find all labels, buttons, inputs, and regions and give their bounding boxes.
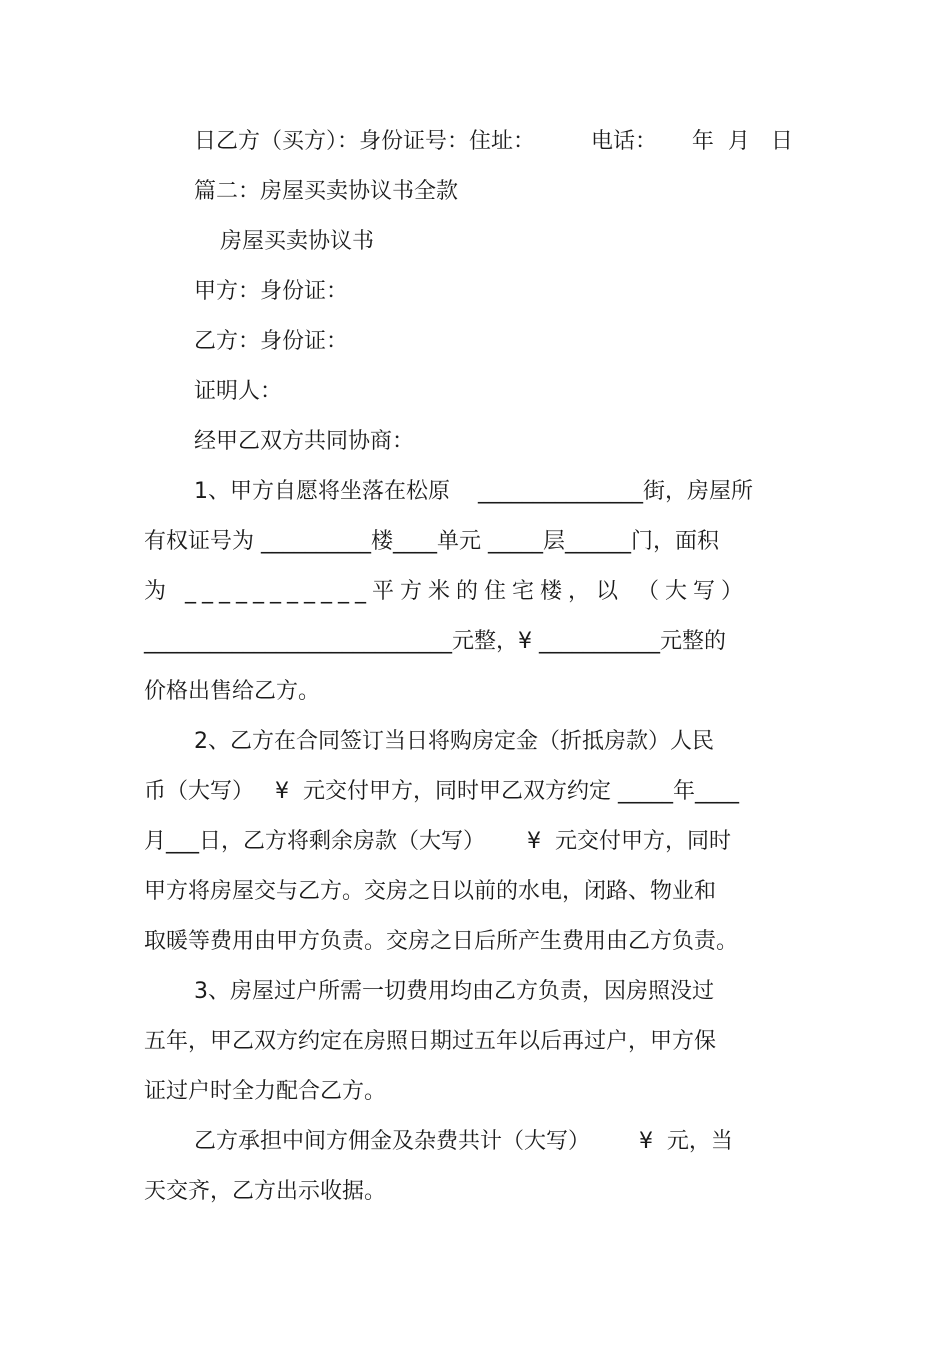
clause-1-line-2: 有权证号为 __________楼____单元 _____层______门，面积 <box>144 529 719 554</box>
clause-1-line-4: ____________________________元整，¥ ___________元整的 <box>144 629 726 654</box>
commission-line-2: 天交齐，乙方出示收据。 <box>144 1179 387 1204</box>
witness-line: 证明人： <box>194 379 283 404</box>
clause-3-line-2: 五年，甲乙双方约定在房照日期过五年以后再过户，甲方保 <box>144 1029 717 1054</box>
document-title: 房屋买卖协议书 <box>220 229 375 254</box>
clause-2-line-3: 月___日，乙方将剩余房款（大写） ¥ 元交付甲方，同时 <box>144 829 731 854</box>
clause-3-line-1: 3、房屋过户所需一切费用均由乙方负责，因房照没过 <box>194 979 714 1004</box>
clause-3-line-3: 证过户时全力配合乙方。 <box>144 1079 387 1104</box>
consensus-line: 经甲乙双方共同协商： <box>194 429 415 454</box>
clause-1-line-3: 为 ___________平方米的住宅楼，以 （大写） <box>144 579 749 604</box>
party-b-line: 乙方：身份证： <box>194 329 349 354</box>
commission-line-1: 乙方承担中间方佣金及杂费共计（大写） ¥ 元，当 <box>194 1129 733 1154</box>
clause-1-line-1: 1、甲方自愿将坐落在松原 _______________街，房屋所 <box>194 479 753 504</box>
clause-2-line-2: 币（大写） ¥ 元交付甲方，同时甲乙双方约定 _____年____ <box>144 779 739 804</box>
party-a-line: 甲方：身份证： <box>194 279 349 304</box>
clause-1-line-5: 价格出售给乙方。 <box>144 679 321 704</box>
buyer-line: 日乙方（买方）：身份证号：住址： 电话： 年 月 日 <box>194 129 793 154</box>
clause-2-line-1: 2、乙方在合同签订当日将购房定金（折抵房款）人民 <box>194 729 714 754</box>
clause-2-line-5: 取暖等费用由甲方负责。交房之日后所产生费用由乙方负责。 <box>144 929 739 954</box>
section-heading: 篇二：房屋买卖协议书全款 <box>194 179 459 204</box>
clause-2-line-4: 甲方将房屋交与乙方。交房之日以前的水电，闭路、物业和 <box>144 879 717 904</box>
